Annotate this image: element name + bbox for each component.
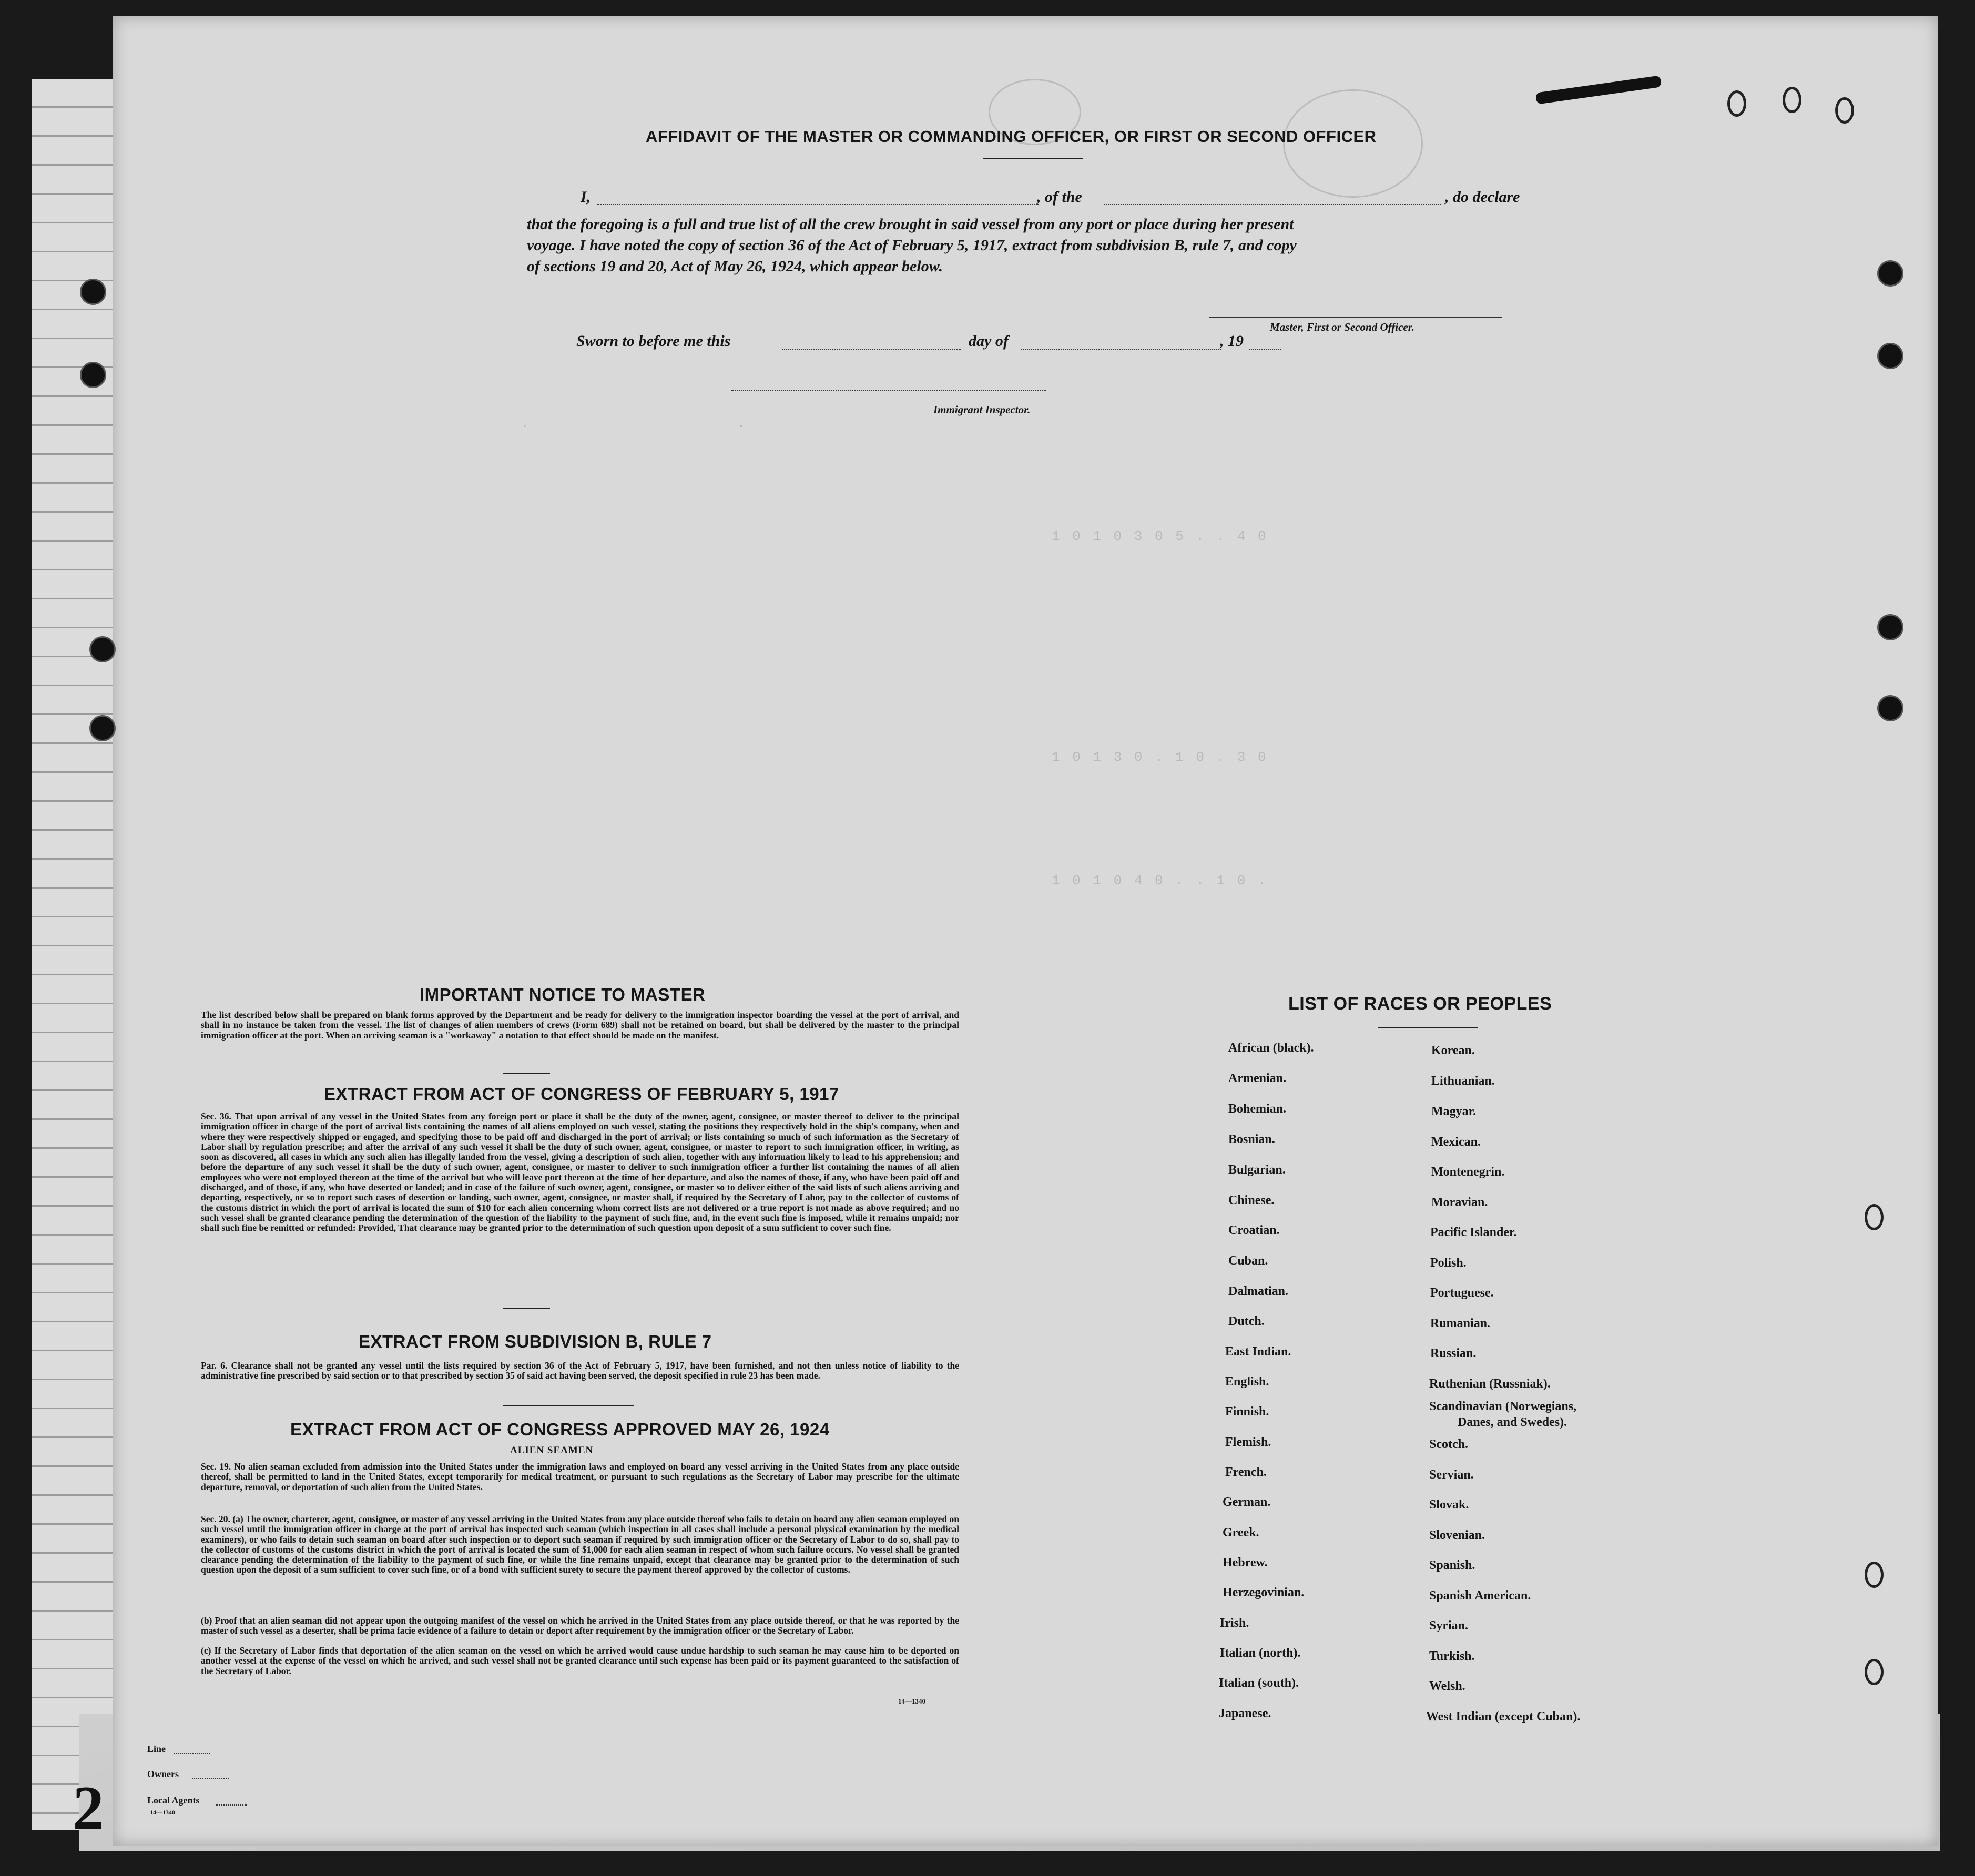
affidavit-i-label: I, bbox=[581, 188, 591, 206]
punch-hole bbox=[80, 279, 106, 305]
year-blank[interactable] bbox=[1249, 349, 1281, 350]
ring-hole bbox=[1865, 1659, 1884, 1685]
punch-hole bbox=[89, 715, 116, 741]
ring-hole bbox=[1727, 90, 1746, 117]
divider bbox=[503, 1405, 634, 1406]
year-label: , 19 bbox=[1220, 332, 1244, 350]
bleed-through-text: . . bbox=[521, 415, 748, 431]
bleed-through-text: 1 0 1 0 4 0 . . 1 0 . bbox=[1052, 873, 1268, 889]
bleed-through-text: 1 0 1 0 3 0 5 . . 4 0 bbox=[1052, 528, 1268, 544]
race-item: Herzegovinian. bbox=[1223, 1586, 1305, 1599]
extract-rule7-text: Par. 6. Clearance shall not be granted any vessel until the lists required by section 36 of the Act of February 5, 1917, have been furnished, and not then unless notice of liability to the administrative fine prescribed by said section or to that prescribed by section 35 of said act having been served, the deposit specified in rule 23 has been made. bbox=[201, 1360, 959, 1381]
line-blank[interactable] bbox=[174, 1753, 210, 1754]
race-item: Welsh. bbox=[1429, 1679, 1465, 1693]
affidavit-line: voyage. I have noted the copy of section 36 of the Act of February 5, 1917, extract from subdivision B, rule 7, and copy bbox=[527, 237, 1297, 254]
signature-line[interactable] bbox=[1209, 317, 1502, 318]
punch-hole bbox=[89, 636, 116, 662]
race-item: Russian. bbox=[1430, 1347, 1477, 1360]
sworn-label: Sworn to before me this bbox=[576, 332, 731, 350]
race-item: Dutch. bbox=[1228, 1314, 1265, 1328]
punch-hole bbox=[80, 362, 106, 388]
punch-hole bbox=[1877, 260, 1903, 287]
footer-owners-label: Owners bbox=[147, 1769, 179, 1779]
race-item: Polish. bbox=[1430, 1256, 1467, 1270]
race-item: Pacific Islander. bbox=[1430, 1226, 1517, 1239]
extract-1917-text: Sec. 36. That upon arrival of any vessel in the United States from any foreign port or place it shall be the duty of the owner, agent, consignee, or master thereof to deliver to the principal immigration officer in charge of the port of arrival lists containing the names of all aliens employed on such vessel, stating the positions they respectively hold in the ship's company, when and where they were respectively shipped or engaged, and specifying those to be paid off and discharged in the port of arrival; or lists containing so much of such information as the Secretary of Labor shall by regulation prescribe; and after the arrival of any such vessel it shall be the duty of such owner, agent, consignee, or master to report to such immigration officer, in writing, as soon as discovered, all cases in which any such alien has illegally landed from the vessel, giving a description of such alien, together with any information likely to lead to his apprehension; and before the departure of any such vessel it shall be the duty of such owner, agent, consignee, or master to deliver to such immigration officer a further list containing the names of all alien employees who were not employed thereon at the time of the arrival but who will leave port thereon at the time of her departure, and also the names of those, if any, who have been paid off and discharged, and of those, if any, who have deserted or landed; and in case of the failure of such owner, agent, consignee, or master so to deliver either of the said lists of such aliens arriving and departing, respectively, or so to report such cases of desertion or landing, such owner, agent, consignee, or master shall, if required by the Secretary of Labor, pay to the collector of customs of the customs district in which the port of arrival is located the sum of $10 for each alien concerning whom correct lists are not delivered or a true report is not made as above required; and no such vessel shall be granted clearance pending the determination of the question of the liability to the payment of such fine, and, in the event such fine is imposed, while it remains unpaid; nor shall such fine be remitted or refunded: Provided, That clearance may be granted prior to the determination of such question upon deposit of a sum sufficient to cover such fine. bbox=[201, 1111, 959, 1233]
race-item: Italian (north). bbox=[1220, 1646, 1301, 1660]
race-item-continued: Danes, and Swedes). bbox=[1458, 1415, 1567, 1429]
race-item: African (black). bbox=[1228, 1041, 1314, 1055]
race-item: Bulgarian. bbox=[1228, 1163, 1286, 1177]
affidavit-do-declare: , do declare bbox=[1445, 188, 1520, 206]
race-item: Bosnian. bbox=[1228, 1133, 1275, 1146]
sheet-number: 2 bbox=[73, 1773, 104, 1843]
day-of-label: day of bbox=[969, 332, 1009, 350]
race-item: Rumanian. bbox=[1430, 1317, 1491, 1330]
race-item: French. bbox=[1225, 1465, 1267, 1479]
race-item: Servian. bbox=[1429, 1468, 1474, 1482]
extract-1924-title: EXTRACT FROM ACT OF CONGRESS APPROVED MAY 26, 1924 bbox=[290, 1420, 830, 1439]
affidavit-line: that the foregoing is a full and true list of all the crew brought in said vessel from any port or place during her present bbox=[527, 216, 1294, 233]
race-item: Slovenian. bbox=[1429, 1528, 1485, 1542]
race-item: Ruthenian (Russniak). bbox=[1429, 1377, 1551, 1391]
ring-hole bbox=[1835, 97, 1854, 124]
ring-hole bbox=[1783, 87, 1801, 113]
race-item: Flemish. bbox=[1225, 1435, 1271, 1449]
ring-hole bbox=[1865, 1562, 1884, 1588]
race-item: Scandinavian (Norwegians, bbox=[1429, 1400, 1577, 1413]
vessel-blank[interactable] bbox=[1104, 204, 1441, 205]
punch-hole bbox=[1877, 695, 1903, 721]
extract-rule7-title: EXTRACT FROM SUBDIVISION B, RULE 7 bbox=[359, 1332, 712, 1351]
race-item: Portuguese. bbox=[1430, 1286, 1494, 1300]
master-label: Master, First or Second Officer. bbox=[1270, 321, 1414, 333]
bleed-through-text: 1 0 1 3 0 . 1 0 . 3 0 bbox=[1052, 749, 1268, 765]
race-item: Armenian. bbox=[1228, 1072, 1286, 1085]
race-item: Dalmatian. bbox=[1228, 1284, 1288, 1298]
divider bbox=[503, 1308, 550, 1309]
form-number: 14—1340 bbox=[898, 1697, 925, 1705]
name-blank[interactable] bbox=[597, 204, 1039, 205]
race-item: West Indian (except Cuban). bbox=[1426, 1710, 1581, 1724]
race-item: Chinese. bbox=[1228, 1194, 1275, 1207]
race-item: Japanese. bbox=[1219, 1707, 1271, 1720]
race-item: Irish. bbox=[1220, 1616, 1249, 1630]
races-title: LIST OF RACES OR PEOPLES bbox=[1288, 994, 1552, 1014]
race-item: Spanish American. bbox=[1429, 1589, 1531, 1603]
race-item: Turkish. bbox=[1429, 1649, 1475, 1663]
race-item: Cuban. bbox=[1228, 1254, 1268, 1268]
sec20c-text: (c) If the Secretary of Labor finds that deportation of the alien seaman on the vessel on which he arrived would cause undue hardship to such seaman he may cause him to be deported on another vessel at the expense of the vessel on which he arrived, and such vessel shall not be granted clearance until such expense has been paid or its payment guaranteed to the satisfaction of the Secretary of Labor. bbox=[201, 1645, 959, 1676]
divider bbox=[1378, 1027, 1478, 1028]
sec20a-text: Sec. 20. (a) The owner, charterer, agent, consignee, or master of any vessel arriving in the United States from any place outside thereof who fails to detain on board any alien seaman employed on such vessel until the immigration officer in charge at the port of arrival has inspected such seaman (which inspection in all cases shall include a personal physical examination by the medical examiners), or who fails to detain such seaman on board after such inspection or to deport such seaman if required by such immigration officer or the Secretary of Labor to do so, shall pay to the collector of customs of the customs district in which the port of arrival is located the sum of $1,000 for each alien seaman in respect of whom such failure occurs. No vessel shall be granted clearance pending the determination of the liability to the payment of such fine, or while the fine remains unpaid, except that clearance may be granted prior to the determination of such question upon the deposit of a sum sufficient to cover such fine, or of a bond with sufficient surety to secure the payment thereof approved by the collector of customs. bbox=[201, 1514, 959, 1575]
punch-hole bbox=[1877, 343, 1903, 369]
affidavit-of-the: , of the bbox=[1037, 188, 1082, 206]
race-item: Bohemian. bbox=[1228, 1102, 1287, 1116]
owners-blank[interactable] bbox=[192, 1778, 229, 1779]
race-item: Magyar. bbox=[1431, 1105, 1477, 1118]
divider bbox=[983, 158, 1083, 159]
notice-title: IMPORTANT NOTICE TO MASTER bbox=[420, 985, 706, 1004]
race-item: Montenegrin. bbox=[1431, 1165, 1505, 1179]
sec19-text: Sec. 19. No alien seaman excluded from admission into the United States under the immigration laws and employed on board any vessel arriving in the United States from any place outside thereof, shall be permitted to land in the United States, except temporarily for medical treatment, or pursuant to such regulations as the Secretary of Labor may prescribe for the ultimate departure, removal, or deportation of such alien from the United States. bbox=[201, 1461, 959, 1492]
footer-agents-form-number: 14—1340 bbox=[150, 1809, 175, 1816]
race-item: Mexican. bbox=[1431, 1135, 1481, 1149]
extract-1924-subtitle: ALIEN SEAMEN bbox=[510, 1445, 594, 1456]
race-item: Moravian. bbox=[1431, 1196, 1488, 1209]
month-blank[interactable] bbox=[1021, 349, 1221, 350]
inspector-label: Immigrant Inspector. bbox=[933, 403, 1031, 416]
race-item: English. bbox=[1225, 1375, 1269, 1389]
divider bbox=[503, 1073, 550, 1074]
race-item: Korean. bbox=[1431, 1044, 1475, 1057]
ring-hole bbox=[1865, 1204, 1884, 1230]
affidavit-title: AFFIDAVIT OF THE MASTER OR COMMANDING OFFICER, OR FIRST OR SECOND OFFICER bbox=[646, 127, 1377, 146]
sworn-date-blank[interactable] bbox=[782, 349, 961, 350]
inspector-signature-line[interactable] bbox=[731, 390, 1046, 391]
race-item: Syrian. bbox=[1429, 1619, 1469, 1633]
punch-hole bbox=[1877, 614, 1903, 640]
race-item: Spanish. bbox=[1429, 1558, 1475, 1572]
race-item: Croatian. bbox=[1228, 1224, 1280, 1237]
affidavit-line: of sections 19 and 20, Act of May 26, 1924, which appear below. bbox=[527, 258, 943, 275]
race-item: Slovak. bbox=[1429, 1498, 1469, 1512]
race-item: Greek. bbox=[1223, 1526, 1259, 1539]
race-item: Hebrew. bbox=[1223, 1556, 1268, 1569]
race-item: Lithuanian. bbox=[1431, 1074, 1495, 1088]
race-item: German. bbox=[1223, 1495, 1271, 1509]
race-item: Scotch. bbox=[1429, 1437, 1468, 1451]
extract-1917-title: EXTRACT FROM ACT OF CONGRESS OF FEBRUARY 5, 1917 bbox=[324, 1084, 839, 1104]
sec20b-text: (b) Proof that an alien seaman did not appear upon the outgoing manifest of the vessel on which he arrived in the United States from any place outside thereof, or that he was reported by the master of such vessel as a deserter, shall be prima facie evidence of a failure to detain or deport after requirement by the immigration officer or the Secretary of Labor. bbox=[201, 1615, 959, 1636]
race-item: Italian (south). bbox=[1219, 1676, 1299, 1690]
agents-blank[interactable] bbox=[216, 1804, 247, 1806]
race-item: Finnish. bbox=[1225, 1405, 1269, 1419]
footer-line-label: Line bbox=[147, 1744, 166, 1754]
race-item: East Indian. bbox=[1225, 1345, 1291, 1359]
footer-agents-label: Local Agents bbox=[147, 1795, 200, 1806]
notice-text: The list described below shall be prepared on blank forms approved by the Department and be ready for delivery to the immigration inspector boarding the vessel at the port of arrival, and shall in no instance be taken from the vessel. The list of changes of alien members of crews (Form 689) shall not be retained on board, but shall be delivered by the master to the principal immigration officer at the port. When an arriving seaman is a "workaway" a notation to that effect should be made on the manifest. bbox=[201, 1010, 959, 1041]
